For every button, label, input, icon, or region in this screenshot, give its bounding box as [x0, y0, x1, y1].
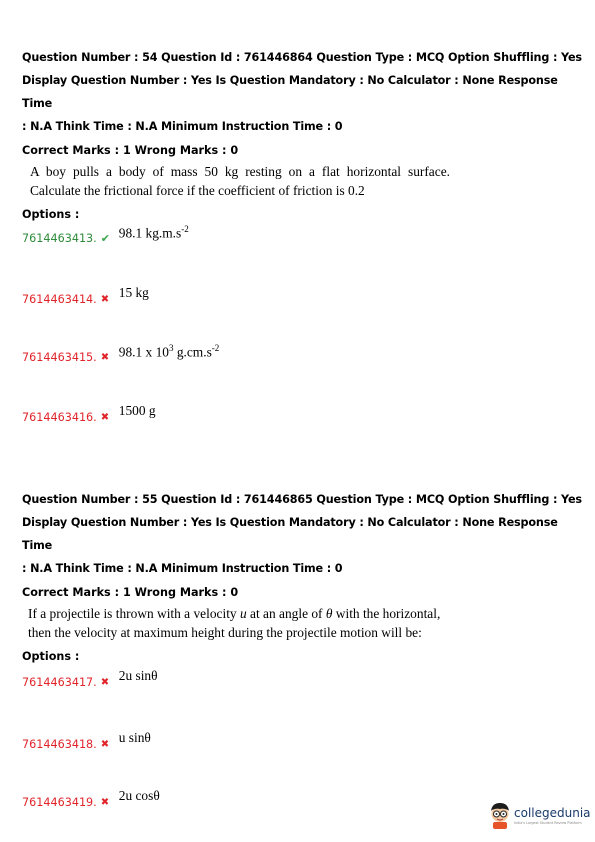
meta-line: : N.A Think Time : N.A Minimum Instruction Time : 0 — [22, 562, 343, 575]
option-7614463419[interactable] — [22, 788, 160, 809]
logo-text — [514, 806, 591, 825]
logo-tagline: India's Largest Student Review Platform — [514, 820, 582, 825]
option-7614463416[interactable] — [22, 403, 156, 424]
option-text: 98.1 $kg.m.s^{-2}$ — [118, 224, 189, 241]
question-54-meta — [22, 46, 582, 138]
cross-icon: ✖ — [100, 797, 110, 808]
option-text: 98.1 x $10^3$ $g.cm.s^{-2}$ — [118, 343, 220, 360]
question-54 — [22, 46, 582, 221]
question-55 — [22, 488, 582, 663]
option-text: 2u cosθ — [118, 788, 160, 803]
option-7614463417[interactable] — [22, 668, 158, 689]
cross-icon: ✖ — [100, 739, 110, 750]
meta-line: Display Question Number : Yes Is Question Mandatory : No Calculator : None Response Time — [22, 516, 558, 552]
question-text-line: If a projectile is thrown with a velocity u at an angle of θ with the horizontal, — [28, 606, 441, 621]
question-55-marks: Correct Marks : 1 Wrong Marks : 0 — [22, 586, 239, 599]
option-text: u sinθ — [118, 730, 151, 745]
meta-line: : N.A Think Time : N.A Minimum Instruction Time : 0 — [22, 120, 343, 133]
option-id: 7614463416. — [22, 411, 97, 424]
option-7614463414[interactable] — [22, 285, 149, 306]
option-text: 1500 g — [118, 403, 156, 418]
options-label: Options : — [22, 208, 80, 221]
mascot-icon — [488, 800, 512, 830]
option-7614463418[interactable] — [22, 730, 151, 751]
cross-icon: ✖ — [100, 677, 110, 688]
options-label: Options : — [22, 650, 80, 663]
meta-line: Display Question Number : Yes Is Question Mandatory : No Calculator : None Response Time — [22, 74, 558, 110]
option-text: 15 kg — [118, 285, 149, 300]
question-54-text — [22, 162, 582, 200]
meta-line: Question Number : 54 Question Id : 761446864 Question Type : MCQ Option Shuffling : Yes — [22, 51, 582, 64]
cross-icon: ✖ — [100, 352, 110, 363]
question-55-text — [22, 604, 582, 642]
option-7614463415[interactable] — [22, 343, 219, 364]
option-id: 7614463414. — [22, 293, 97, 306]
option-id: 7614463415. — [22, 351, 97, 364]
meta-line: Question Number : 55 Question Id : 761446865 Question Type : MCQ Option Shuffling : Yes — [22, 493, 582, 506]
cross-icon: ✖ — [100, 294, 110, 305]
option-id: 7614463419. — [22, 796, 97, 809]
question-text-line: Calculate the frictional force if the coefficient of friction is 0.2 — [30, 183, 365, 198]
collegedunia-logo — [488, 800, 591, 830]
option-text: 2u sinθ — [118, 668, 158, 683]
option-id: 7614463417. — [22, 676, 97, 689]
option-7614463413[interactable] — [22, 224, 189, 245]
option-id: 7614463413. — [22, 232, 97, 245]
question-54-marks: Correct Marks : 1 Wrong Marks : 0 — [22, 144, 239, 157]
logo-name: collegedunia — [514, 805, 591, 820]
check-icon: ✔ — [100, 232, 110, 245]
cross-icon: ✖ — [100, 412, 110, 423]
question-text-line: A boy pulls a body of mass 50 kg resting on a flat horizontal surface. — [30, 164, 450, 179]
question-55-meta — [22, 488, 582, 580]
option-id: 7614463418. — [22, 738, 97, 751]
question-text-line: then the velocity at maximum height during the projectile motion will be: — [28, 625, 422, 640]
